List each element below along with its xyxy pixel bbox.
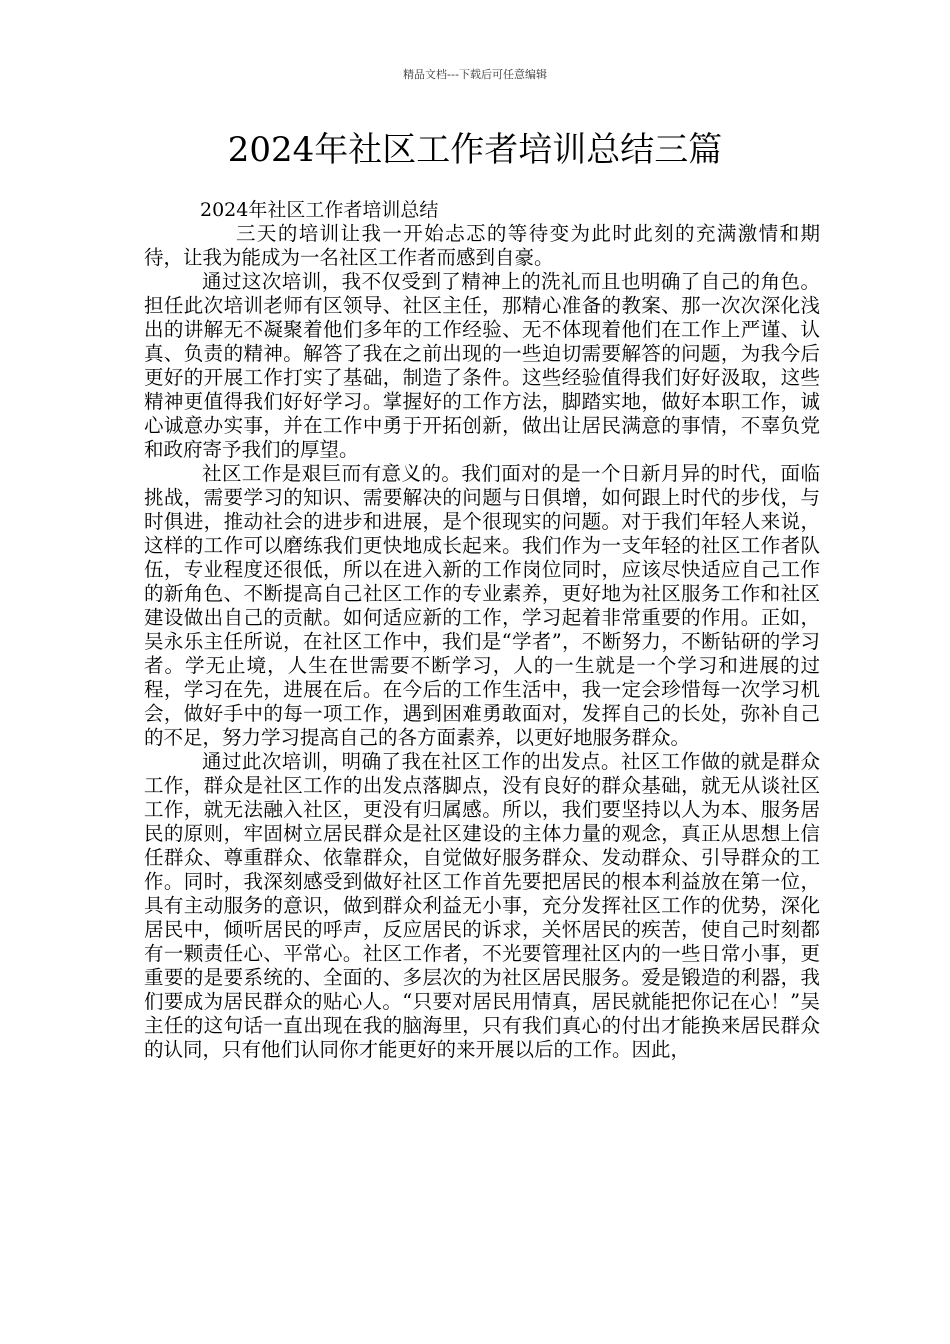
paragraph: 通过此次培训，明确了我在社区工作的出发点。社区工作做的就是群众工作，群众是社区工作的出发点落脚点，没有良好的群众基础，就无从谈社区工作，就无法融入社区，更没有归属感。所以，我们要坚持以人为本、服务居民的原则，牢固树立居民群众是社区建设的主体力量的观念，真正从思想上信任群众、尊重群众、依靠群众，自觉做好服务群众、发动群众、引导群众的工作。同时，我深刻感受到做好社区工作首先要把居民的根本利益放在第一位，具有主动服务的意识，做到群众利益无小事，充分发挥社区工作的优势，深化居民中，倾听居民的呼声，反应居民的诉求，关怀居民的疾苦，使自己时刻都有一颗责任心、平常心。社区工作者，不光要管理社区内的一些日常小事，更重要的是要系统的、全面的、多层次的为社区居民服务。爱是锻造的利器，我们要成为居民群众的贴心人。“只要对居民用情真，居民就能把你记在心！”吴主任的这句话一直出现在我的脑海里，只有我们真心的付出才能换来居民群众的认同，只有他们认同你才能更好的来开展以后的工作。因此， <box>144 750 820 1061</box>
paragraph: 社区工作是艰巨而有意义的。我们面对的是一个日新月异的时代，面临挑战，需要学习的知识、需要解决的问题与日俱增，如何跟上时代的步伐，与时俱进，推动社会的进步和进展，是个很现实的问题。对于我们年轻人来说，这样的工作可以磨练我们更快地成长起来。我们作为一支年轻的社区工作者队伍，专业程度还很低，所以在进入新的工作岗位同时，应该尽快适应自己工作的新角色、不断提高自己社区工作的专业素养，更好地为社区服务工作和社区建设做出自己的贡献。如何适应新的工作，学习起着非常重要的作用。正如，吴永乐主任所说，在社区工作中，我们是“学者”，不断努力，不断钻研的学习者。学无止境，人生在世需要不断学习，人的一生就是一个学习和进展的过程，学习在先，进展在后。在今后的工作生活中，我一定会珍惜每一次学习机会，做好手中的每一项工作，遇到困难勇敢面对，发挥自己的长处，弥补自己的不足，努力学习提高自己的各方面素养，以更好地服务群众。 <box>144 462 820 749</box>
paragraph: 三天的培训让我一开始忐忑的等待变为此时此刻的充满激情和期待，让我为能成为一名社区工作者而感到自豪。 <box>144 222 820 269</box>
section-subtitle: 2024年社区工作者培训总结 <box>200 199 439 221</box>
header-note: 精品文档---下载后可任意编辑 <box>403 68 547 81</box>
document-title: 2024年社区工作者培训总结三篇 <box>227 130 723 170</box>
paragraph: 通过这次培训，我不仅受到了精神上的洗礼而且也明确了自己的角色。担任此次培训老师有区领导、社区主任，那精心准备的教案、那一次次深化浅出的讲解无不凝聚着他们多年的工作经验、无不体现着他们在工作上严谨、认真、负责的精神。解答了我在之前出现的一些迫切需要解答的问题，为我今后更好的开展工作打实了基础，制造了条件。这些经验值得我们好好汲取，这些精神更值得我们好好学习。掌握好的工作方法，脚踏实地，做好本职工作，诚心诚意办实事，并在工作中勇于开拓创新，做出让居民满意的事情，不辜负党和政府寄予我们的厚望。 <box>144 270 820 461</box>
document-body <box>144 222 820 1062</box>
